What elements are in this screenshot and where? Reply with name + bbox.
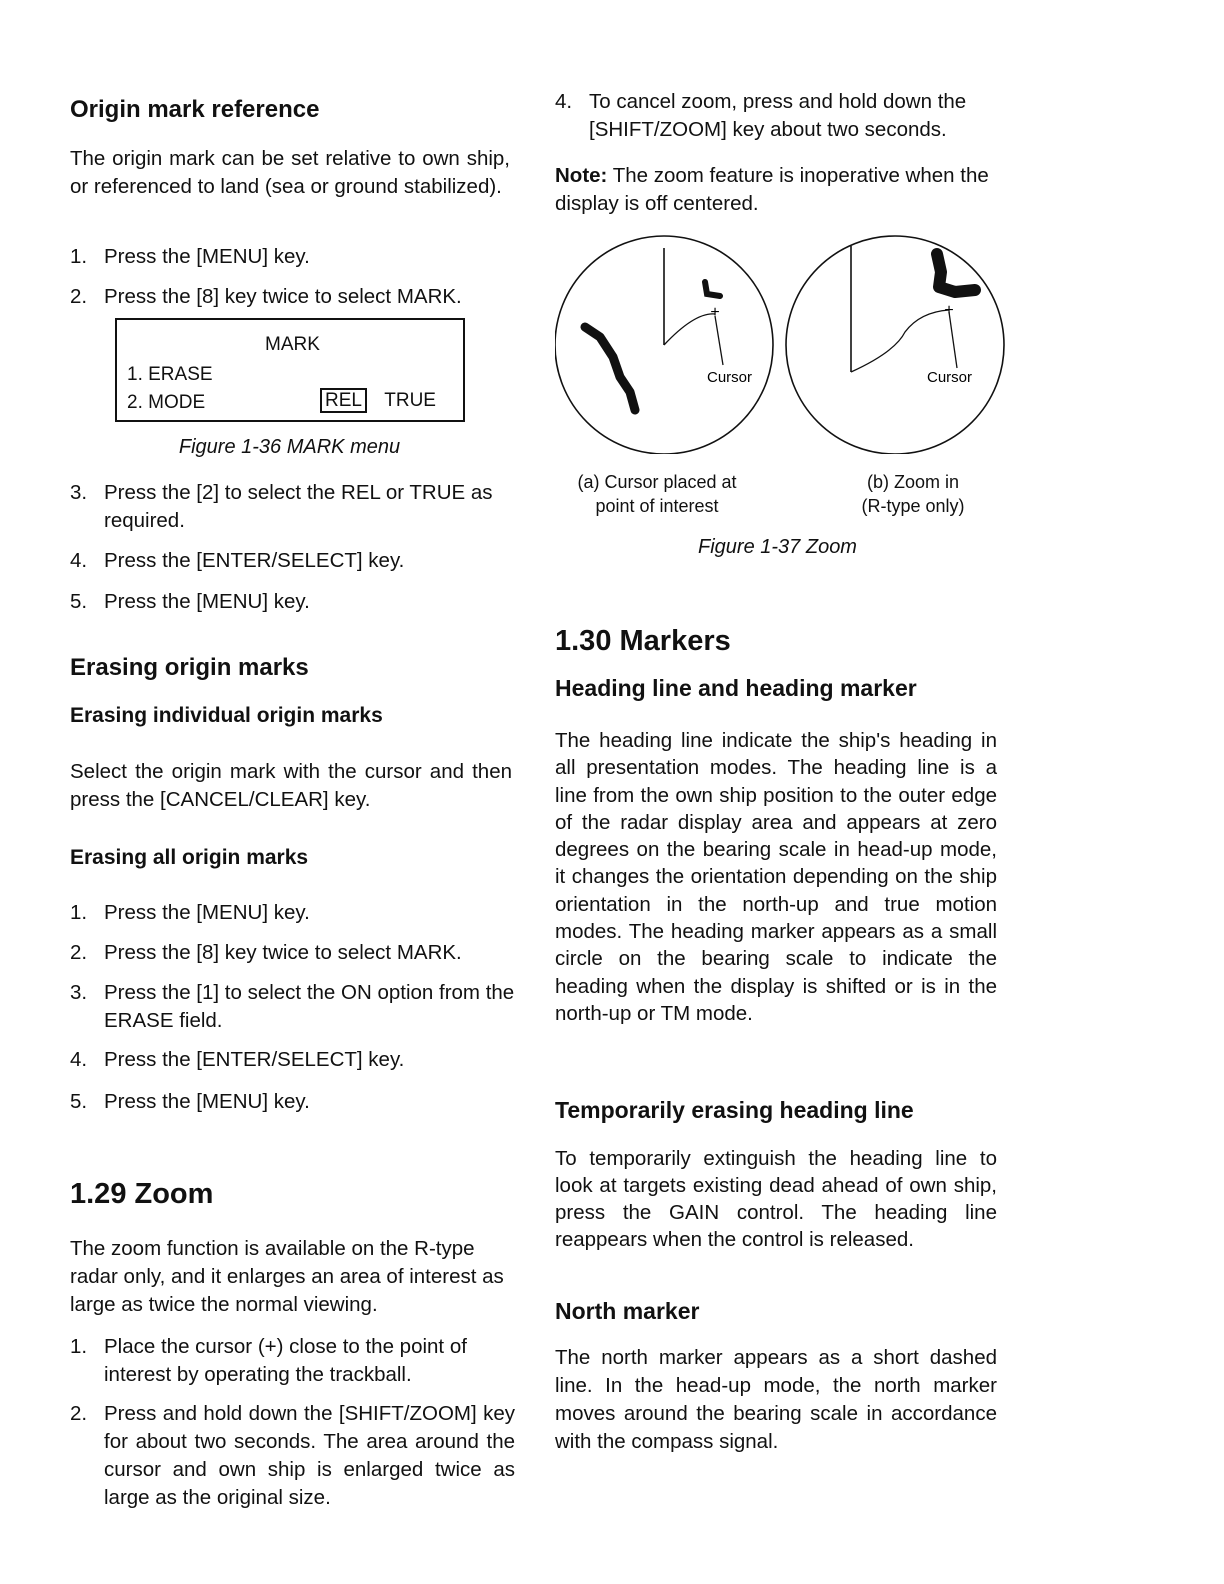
figure-1-37-subcaption-b: (b) Zoom in (R-type only)	[861, 472, 965, 516]
figure-1-36-caption: Figure 1-36 MARK menu	[178, 436, 401, 458]
cursor-track-a	[664, 314, 715, 345]
figure-1-37-zoom-diagram	[555, 232, 1015, 454]
origin-mark-paragraph: The origin mark can be set relative to own ship, or referenced to land (sea or ground stabilized).	[70, 147, 510, 198]
cursor-label-a: Cursor	[707, 369, 753, 386]
svg-text:+: +	[710, 304, 720, 321]
list-item: 2. Press and hold down the [SHIFT/ZOOM] key for about two seconds. The area around the cursor and own ship is enlarged twice as large as the original size.	[70, 1402, 515, 1509]
north-marker-heading: North marker	[555, 1298, 700, 1324]
list-item: 1. Press the [MENU] key.	[70, 901, 310, 924]
land-echo-a	[585, 327, 635, 410]
list-item: 4. Press the [ENTER/SELECT] key.	[70, 549, 405, 572]
mode-option-rel: REL	[320, 388, 367, 413]
menu-item-erase: 1. ERASE	[127, 364, 213, 385]
mode-options	[320, 386, 436, 416]
erasing-individual-paragraph: Select the origin mark with the cursor and then press the [CANCEL/CLEAR] key.	[70, 760, 512, 811]
origin-mark-heading: Origin mark reference	[70, 96, 320, 123]
list-item: 2. Press the [8] key twice to select MARK.	[70, 285, 462, 308]
figure-1-37-caption: Figure 1-37 Zoom	[698, 536, 857, 558]
menu-title: MARK	[265, 334, 320, 355]
list-item: 5. Press the [MENU] key.	[70, 590, 310, 613]
list-item: 1. Press the [MENU] key.	[70, 245, 310, 268]
north-marker-paragraph: The north marker appears as a short dashed line. In the head-up mode, the north marker moves around the bearing scale in accordance with the compass signal.	[555, 1346, 997, 1453]
radar-display-b	[786, 236, 1004, 454]
mark-menu-box	[115, 318, 465, 422]
list-item: 4. Press the [ENTER/SELECT] key.	[70, 1048, 405, 1071]
markers-section-heading: 1.30 Markers	[555, 625, 731, 657]
temporarily-erasing-paragraph: To temporarily extinguish the heading line to look at targets existing dead ahead of own ship, press the GAIN control. The heading line reappears when the control is released.	[555, 1147, 997, 1251]
note-paragraph	[555, 162, 1000, 218]
target-echo-b	[937, 254, 975, 292]
list-item: 3. Press the [2] to select the REL or TRUE as required.	[70, 481, 493, 532]
note-label: Note:	[555, 164, 608, 187]
note-text: The zoom feature is inoperative when the display is off centered.	[555, 164, 989, 215]
list-item: 5. Press the [MENU] key.	[70, 1090, 310, 1113]
list-item: 4. To cancel zoom, press and hold down the [SHIFT/ZOOM] key about two seconds.	[555, 90, 967, 141]
erasing-origin-marks-heading: Erasing origin marks	[70, 654, 309, 681]
erasing-individual-heading: Erasing individual origin marks	[70, 704, 383, 727]
cursor-label-b: Cursor	[927, 369, 973, 386]
radar-display-a	[555, 236, 773, 454]
list-item: 1. Place the cursor (+) close to the point of interest by operating the trackball.	[70, 1335, 467, 1386]
temporarily-erasing-heading: Temporarily erasing heading line	[555, 1097, 914, 1123]
target-echo-a	[705, 282, 720, 296]
heading-line-heading: Heading line and heading marker	[555, 675, 917, 701]
figure-1-37-subcaption-a: (a) Cursor placed at point of interest	[577, 472, 737, 516]
erasing-all-heading: Erasing all origin marks	[70, 846, 309, 869]
cursor-track-b	[851, 310, 949, 372]
mode-option-true: TRUE	[384, 390, 436, 411]
menu-item-mode: 2. MODE	[127, 392, 206, 413]
list-item: 3. Press the [1] to select the ON option from the ERASE field.	[70, 981, 515, 1032]
heading-line-paragraph: The heading line indicate the ship's heading in all presentation modes. The heading line is a line from the own ship position to the outer edge of the radar display area and appears at zero degrees on the bearing scale in head-up mode, it changes the orientation depending on the ship orientation in the north-up and true motion modes. The heading marker appears as a small circle on the bearing scale to indicate the heading when the display is shifted or is in the north-up or TM mode.	[555, 729, 997, 1025]
svg-text:+: +	[944, 302, 954, 319]
zoom-paragraph: The zoom function is available on the R-type radar only, and it enlarges an area of interest as large as twice the normal viewing.	[70, 1237, 504, 1316]
list-item: 2. Press the [8] key twice to select MARK.	[70, 941, 462, 964]
zoom-section-heading: 1.29 Zoom	[70, 1178, 214, 1210]
